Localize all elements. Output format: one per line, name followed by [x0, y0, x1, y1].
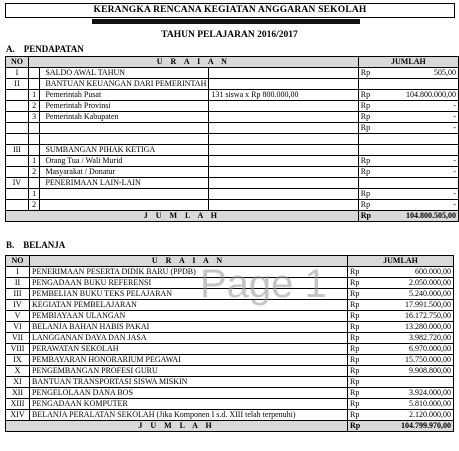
- row-detail: [209, 167, 358, 178]
- income-table-header: [6, 57, 459, 68]
- table-row: [6, 377, 454, 388]
- row-currency: Rp: [348, 366, 372, 377]
- row-amount: 104.800.000,00: [381, 90, 459, 101]
- row-currency: Rp: [358, 90, 381, 101]
- row-sub-number: [28, 123, 40, 134]
- row-amount: 3.982.720,00: [372, 333, 454, 344]
- row-number: [6, 156, 29, 167]
- row-amount: -: [381, 101, 459, 112]
- row-sub-number: 2: [28, 167, 40, 178]
- row-currency: Rp: [358, 200, 381, 211]
- row-number: [6, 167, 29, 178]
- table-row: [6, 68, 459, 79]
- row-number: XIII: [6, 399, 30, 410]
- total-label: J U M L A H: [6, 421, 348, 432]
- table-row: [6, 189, 459, 200]
- table-row: [6, 134, 459, 145]
- row-detail: 131 siswa x Rp 800.000,00: [209, 90, 358, 101]
- row-sub-number: 3: [28, 112, 40, 123]
- row-detail: [209, 134, 358, 145]
- row-currency: [358, 134, 381, 145]
- row-currency: Rp: [358, 123, 381, 134]
- header-jumlah: JUMLAH: [348, 256, 454, 267]
- row-amount: -: [381, 167, 459, 178]
- row-description: PEMBIAYAAN ULANGAN: [30, 311, 348, 322]
- row-number: [6, 112, 29, 123]
- header-no: NO: [6, 57, 29, 68]
- total-currency: Rp: [358, 211, 381, 222]
- table-row: [6, 90, 459, 101]
- table-row: [6, 344, 454, 355]
- row-description: PENGADAAN BUKU REFERENSI: [30, 278, 348, 289]
- row-description: PENGELOLAAN DANA BOS: [30, 388, 348, 399]
- row-currency: [358, 145, 381, 156]
- row-currency: Rp: [358, 156, 381, 167]
- row-description: Pemerintah Pusat: [40, 90, 209, 101]
- row-description: Pemerintah Kabupaten: [40, 112, 209, 123]
- row-sub-number: [28, 134, 40, 145]
- header-uraian: U R A I A N: [28, 57, 358, 68]
- row-amount: 6.970.000,00: [372, 344, 454, 355]
- row-description: [40, 123, 209, 134]
- row-amount: -: [381, 112, 459, 123]
- row-currency: Rp: [348, 344, 372, 355]
- row-amount: 5.240.000,00: [372, 289, 454, 300]
- row-amount: [381, 79, 459, 90]
- row-description: PENGADAAN KOMPUTER: [30, 399, 348, 410]
- row-amount: 3.924.000,00: [372, 388, 454, 399]
- row-number: III: [6, 289, 30, 300]
- row-description: Pemerintah Provinsi: [40, 101, 209, 112]
- row-description: KEGIATAN PEMBELAJARAN: [30, 300, 348, 311]
- row-sub-number: 2: [28, 200, 40, 211]
- income-table: [5, 56, 459, 222]
- table-row: [6, 200, 459, 211]
- total-amount: 104.800.505,00: [381, 211, 459, 222]
- row-number: IX: [6, 355, 30, 366]
- row-sub-number: 2: [28, 101, 40, 112]
- row-amount: [381, 178, 459, 189]
- section-a-title: [6, 44, 84, 54]
- row-number: [6, 200, 29, 211]
- row-number: I: [6, 267, 30, 278]
- row-detail: [209, 189, 358, 200]
- row-currency: Rp: [348, 410, 372, 421]
- row-amount: -: [381, 156, 459, 167]
- total-amount: 104.799.970,00: [372, 421, 454, 432]
- row-number: X: [6, 366, 30, 377]
- section-b-title: [6, 240, 65, 250]
- row-number: [6, 90, 29, 101]
- row-description: PENGEMBANGAN PROFESI GURU: [30, 366, 348, 377]
- row-number: II: [6, 278, 30, 289]
- row-description: BANTUAN KEUANGAN DARI PEMERINTAH: [40, 79, 209, 90]
- row-number: [6, 134, 29, 145]
- row-detail: [209, 178, 358, 189]
- row-amount: 505,00: [381, 68, 459, 79]
- row-detail: [209, 101, 358, 112]
- row-number: VIII: [6, 344, 30, 355]
- header-bar: [92, 19, 360, 24]
- school-year: TAHUN PELAJARAN 2016/2017: [161, 30, 298, 40]
- row-sub-number: [28, 145, 40, 156]
- row-amount: 2.120.000,00: [372, 410, 454, 421]
- row-number: [6, 189, 29, 200]
- row-description: PENERIMAAN PESERTA DIDIK BARU (PPDB): [30, 267, 348, 278]
- row-detail: [209, 123, 358, 134]
- row-currency: Rp: [348, 355, 372, 366]
- row-currency: Rp: [348, 311, 372, 322]
- row-currency: Rp: [348, 278, 372, 289]
- page-watermark: Page 1: [200, 262, 327, 306]
- row-description: PEMBAYARAN HONORARIUM PEGAWAI: [30, 355, 348, 366]
- row-amount: [381, 145, 459, 156]
- row-currency: Rp: [358, 101, 381, 112]
- row-amount: 17.991.500,00: [372, 300, 454, 311]
- row-number: XI: [6, 377, 30, 388]
- row-currency: Rp: [348, 377, 372, 388]
- row-currency: Rp: [348, 267, 372, 278]
- row-detail: [209, 112, 358, 123]
- document-title: KERANGKA RENCANA KEGIATAN ANGGARAN SEKOLAH: [5, 3, 455, 18]
- header-uraian: U R A I A N: [30, 256, 348, 267]
- table-row: [6, 410, 454, 421]
- row-number: [6, 101, 29, 112]
- row-currency: [358, 178, 381, 189]
- row-currency: Rp: [348, 322, 372, 333]
- total-label: J U M L A H: [6, 211, 359, 222]
- header-jumlah: JUMLAH: [358, 57, 458, 68]
- table-row: [6, 167, 459, 178]
- table-row: [6, 79, 459, 90]
- row-number: [6, 123, 29, 134]
- row-currency: Rp: [348, 289, 372, 300]
- income-total-row: [6, 211, 459, 222]
- header-no: NO: [6, 256, 30, 267]
- row-detail: [209, 156, 358, 167]
- row-detail: [209, 200, 358, 211]
- row-sub-number: [28, 178, 40, 189]
- table-row: [6, 366, 454, 377]
- row-number: IV: [6, 300, 30, 311]
- table-row: [6, 399, 454, 410]
- row-description: Orang Tua / Wali Murid: [40, 156, 209, 167]
- row-description: SALDO AWAL TAHUN: [40, 68, 209, 79]
- row-currency: [358, 79, 381, 90]
- row-amount: -: [381, 189, 459, 200]
- table-row: [6, 267, 454, 278]
- row-detail: [209, 68, 358, 79]
- expense-table-header: [6, 256, 454, 267]
- table-row: [6, 112, 459, 123]
- row-number: VI: [6, 322, 30, 333]
- table-row: [6, 278, 454, 289]
- table-row: [6, 123, 459, 134]
- expense-total-row: [6, 421, 454, 432]
- row-amount: -: [381, 123, 459, 134]
- expense-table: [5, 255, 454, 432]
- row-amount: [372, 377, 454, 388]
- table-row: [6, 101, 459, 112]
- row-amount: -: [381, 200, 459, 211]
- row-number: I: [6, 68, 29, 79]
- row-amount: 15.750.000,00: [372, 355, 454, 366]
- row-description: [40, 134, 209, 145]
- table-row: [6, 156, 459, 167]
- table-row: [6, 333, 454, 344]
- row-number: II: [6, 79, 29, 90]
- table-row: [6, 311, 454, 322]
- table-row: [6, 322, 454, 333]
- row-amount: [381, 134, 459, 145]
- row-amount: 16.172.750,00: [372, 311, 454, 322]
- row-description: PERAWATAN SEKOLAH: [30, 344, 348, 355]
- row-amount: 13.280.000,00: [372, 322, 454, 333]
- row-detail: [209, 145, 358, 156]
- row-currency: Rp: [358, 112, 381, 123]
- row-amount: 5.810.000,00: [372, 399, 454, 410]
- row-currency: Rp: [348, 399, 372, 410]
- table-row: [6, 355, 454, 366]
- row-description: PENERIMAAN LAIN-LAIN: [40, 178, 209, 189]
- row-currency: Rp: [348, 300, 372, 311]
- table-row: [6, 178, 459, 189]
- row-sub-number: 1: [28, 90, 40, 101]
- row-number: V: [6, 311, 30, 322]
- table-row: [6, 300, 454, 311]
- row-sub-number: [28, 79, 40, 90]
- row-sub-number: 1: [28, 189, 40, 200]
- table-row: [6, 289, 454, 300]
- row-amount: 9.908.800,00: [372, 366, 454, 377]
- section-b-label: B.: [6, 240, 15, 250]
- row-description: Masyarakat / Donatur: [40, 167, 209, 178]
- row-number: VII: [6, 333, 30, 344]
- table-row: [6, 388, 454, 399]
- row-currency: Rp: [348, 333, 372, 344]
- section-b-name: BELANJA: [23, 240, 66, 250]
- row-number: XII: [6, 388, 30, 399]
- row-number: III: [6, 145, 29, 156]
- row-description: [40, 200, 209, 211]
- row-sub-number: 1: [28, 156, 40, 167]
- row-currency: Rp: [358, 68, 381, 79]
- section-a-name: PENDAPATAN: [23, 44, 84, 54]
- row-amount: 2.050.000,00: [372, 278, 454, 289]
- row-description: BELANJA BAHAN HABIS PAKAI: [30, 322, 348, 333]
- row-description: LANGGANAN DAYA DAN JASA: [30, 333, 348, 344]
- row-currency: Rp: [358, 189, 381, 200]
- table-row: [6, 145, 459, 156]
- row-detail: [209, 79, 358, 90]
- total-currency: Rp: [348, 421, 372, 432]
- row-currency: Rp: [358, 167, 381, 178]
- row-description: BANTUAN TRANSPORTASI SISWA MISKIN: [30, 377, 348, 388]
- row-description: BELANJA PERALATAN SEKOLAH (Jika Komponen I s.d. XIII telah terpenuhi): [30, 410, 348, 421]
- row-number: XIV: [6, 410, 30, 421]
- row-currency: Rp: [348, 388, 372, 399]
- section-a-label: A.: [6, 44, 15, 54]
- row-sub-number: [28, 68, 40, 79]
- row-description: SUMBANGAN PIHAK KETIGA: [40, 145, 209, 156]
- row-amount: 600.000,00: [372, 267, 454, 278]
- row-description: [40, 189, 209, 200]
- row-description: PEMBELIAN BUKU TEKS PELAJARAN: [30, 289, 348, 300]
- row-number: IV: [6, 178, 29, 189]
